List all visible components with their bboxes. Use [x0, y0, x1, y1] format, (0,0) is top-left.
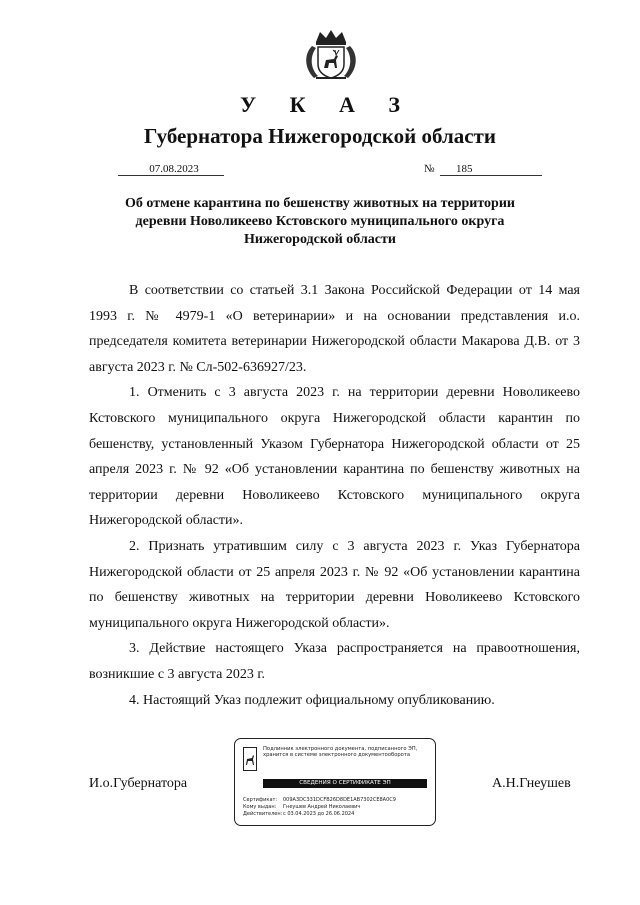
- subject-line: Об отмене карантина по бешенству животных на территории: [125, 196, 515, 211]
- stamp-header-line: хранится в системе электронного документооборота: [263, 752, 411, 759]
- signatory-position: И.о.Губернатора: [89, 776, 188, 791]
- owner-value: Гнеушев Андрей Николаевич: [283, 804, 361, 811]
- certificate-details: [243, 797, 396, 819]
- validity-label: Действителен:: [243, 811, 283, 818]
- certificate-info-bar: СВЕДЕНИЯ О СЕРТИФИКАТЕ ЭП: [263, 779, 427, 788]
- document-title: У К А З: [239, 92, 415, 117]
- validity-row: [243, 811, 396, 818]
- stamp-header: [263, 746, 433, 759]
- certificate-value: 009A3DC331DCFB26D8DE1AB7302CE8A0C9: [283, 797, 396, 803]
- subject-line: деревни Новоликеево Кстовского муниципального округа: [135, 214, 505, 229]
- document-date: 07.08.2023: [118, 163, 224, 176]
- clause-3: 3. Действие настоящего Указа распространяется на правоотношения, возникшие с 3 августа 2023 г.: [89, 641, 580, 682]
- document-subtitle: Губернатора Нижегородской области: [144, 124, 496, 148]
- owner-label: Кому выдан:: [243, 804, 277, 811]
- stamp-header-line: Подлинник электронного документа, подписанного ЭП,: [263, 746, 418, 752]
- subject-line: Нижегородской области: [244, 232, 396, 247]
- nizhny-novgorod-coat-of-arms-icon: [302, 28, 360, 82]
- document-subject: [100, 195, 540, 249]
- number-label: №: [424, 163, 435, 175]
- signatory-name: А.Н.Гнеушев: [492, 776, 571, 791]
- deer-emblem-icon: [243, 747, 257, 771]
- electronic-signature-stamp: [234, 738, 436, 826]
- preamble-paragraph: В соответствии со статьей 3.1 Закона Российской Федерации от 14 мая 1993 г. № 4979-1 «О ветеринарии» и на основании представления и.о. председателя комитета ветеринарии Нижегородской области Макарова Д.В. от 3 августа 2023 г. № Сл-502-636927/23.: [89, 283, 580, 375]
- document-number: 185: [440, 163, 542, 176]
- clause-2: 2. Признать утратившим силу с 3 августа 2023 г. Указ Губернатора Нижегородской области от 25 апреля 2023 г. № 92 «Об установлении карантина по бешенству животных на территории деревни Новоликеево Кстовского муниципального округа Нижегородской области».: [89, 538, 580, 631]
- clause-1: 1. Отменить с 3 августа 2023 г. на территории деревни Новоликеево Кстовского муниципального округа Нижегородской области карантин по бешенству, установленный Указом Губернатора Нижегородской области от 25 апреля 2023 г. № 92 «Об установлении карантина по бешенству животных на территории деревни Новоликеево Кстовского муниципального округа Нижегородской области».: [89, 385, 580, 529]
- document-body: [89, 278, 580, 713]
- certificate-label: Сертификат:: [243, 797, 278, 803]
- validity-value: с 03.04.2023 до 26.06.2024: [283, 811, 355, 818]
- clause-4: 4. Настоящий Указ подлежит официальному опубликованию.: [129, 692, 495, 708]
